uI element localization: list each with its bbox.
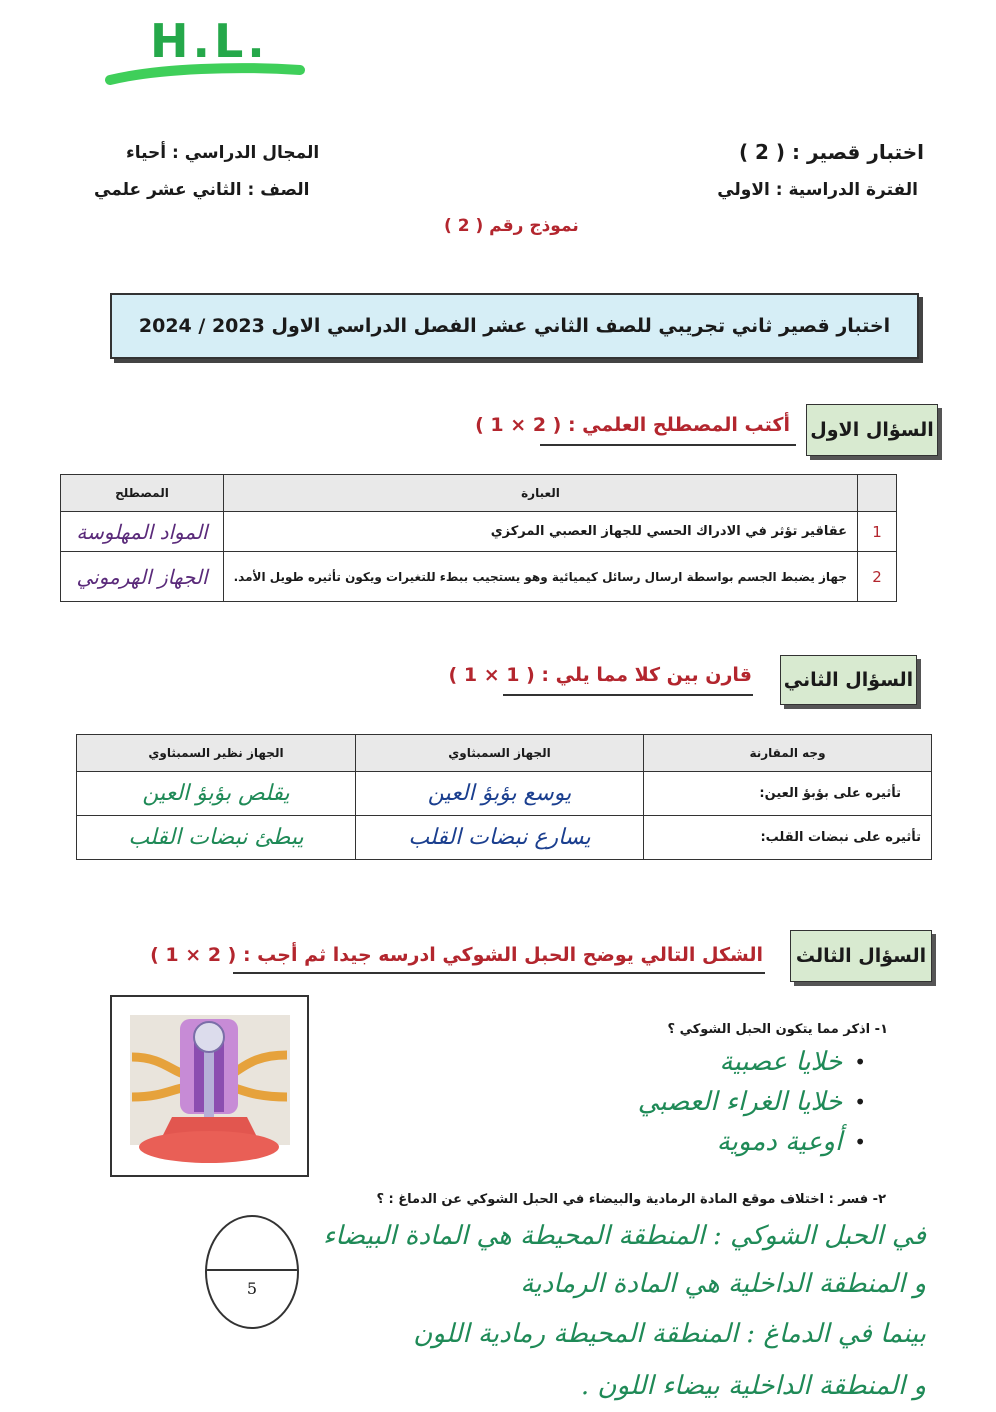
answer-text: أوعية دموية [716,1127,843,1157]
row-number: 1 [858,512,897,552]
q3-subquestion-2: ٢- فسر : اختلاف موقع المادة الرمادية والبيضاء في الحبل الشوكي عن الدماغ : ؟ [376,1192,886,1207]
q1-title-underline [540,444,796,446]
bullet-icon: • [854,1130,866,1154]
score-oval [205,1215,299,1329]
list-item [506,1082,866,1122]
row-number: 2 [858,552,897,602]
banner-title: اختبار قصير ثاني تجريبي للصف الثاني عشر الفصل الدراسي الاول 2023 / 2024 [138,315,891,337]
spinal-cord-figure [110,995,309,1177]
q3-subquestion-1: ١- اذكر مما يتكون الحبل الشوكي ؟ [667,1022,888,1037]
q3-title-underline [233,972,765,974]
answer-line: بينما في الدماغ : المنطقة المحيطة رمادية اللون [413,1319,926,1349]
answer-line: في الحبل الشوكي : المنطقة المحيطة هي المادة البيضاء [323,1221,926,1251]
q3-title: الشكل التالي يوضح الحبل الشوكي ادرسه جيدا ثم أجب : ( 2 × 1 ) [150,944,763,966]
quiz-banner [110,293,919,359]
study-period: الفترة الدراسية : الاولي [717,180,918,200]
q2-col-sympathetic: الجهاز السمبثاوي [356,735,644,772]
q2-table [76,734,932,860]
spinal-cord-illustration [112,997,307,1175]
q2-col-parasympathetic: الجهاز نظير السمبثاوي [77,735,356,772]
score-total: 5 [246,1279,258,1298]
row-aspect: تأثيره على بؤبؤ العين: [644,772,932,816]
row-statement: عقاقير تؤثر في الادراك الحسي للجهاز العصبي المركزي [224,512,858,552]
table-row [61,552,897,602]
list-item [506,1122,866,1162]
model-number: نموذج رقم ( 2 ) [444,216,579,236]
row-sympathetic: يسارع نبضات القلب [356,816,644,860]
row-statement: جهاز يضبط الجسم بواسطة ارسال رسائل كيميائية وهو يستجيب ببطء للتغيرات ويكون تأثيره طويل الأمد. [224,552,858,602]
table-row [61,512,897,552]
q1-label-box [806,404,938,456]
subject-field: المجال الدراسي : أحياء [126,143,320,163]
row-parasympathetic: يقلص بؤبؤ العين [77,772,356,816]
table-row [77,772,932,816]
q1-col-term: المصطلح [61,475,224,512]
score-divider [207,1269,297,1271]
answer-text: خلايا الغراء العصبي [637,1087,843,1117]
row-parasympathetic: يبطئ نبضات القلب [77,816,356,860]
row-answer: الجهاز الهرموني [61,552,224,602]
q2-title-underline [503,694,753,696]
answer-line: و المنطقة الداخلية هي المادة الرمادية [520,1269,926,1299]
table-row [77,816,932,860]
q3-answer-block-2 [323,1212,926,1412]
q3-label: السؤال الثالث [795,945,927,967]
q2-col-aspect: وجه المقارنة [644,735,932,772]
q3-answer-list-1 [506,1042,866,1162]
q2-title: قارن بين كلا مما يلي : ( 1 × 1 ) [448,664,752,686]
logo-handwritten [100,8,310,98]
q1-table [60,474,897,602]
row-aspect: تأثيره على نبضات القلب: [644,816,932,860]
answer-line: و المنطقة الداخلية بيضاء اللون . [580,1371,926,1401]
q1-label: السؤال الاول [810,419,934,441]
grade-field: الصف : الثاني عشر علمي [94,180,310,200]
q2-label-box [780,655,917,705]
q2-label: السؤال الثاني [783,669,914,691]
bullet-icon: • [854,1090,866,1114]
q1-num-header [858,475,897,512]
quiz-number: اختبار قصير : ( 2 ) [738,140,924,164]
list-item [506,1042,866,1082]
answer-text: خلايا عصبية [719,1047,843,1077]
row-answer: المواد المهلوسة [61,512,224,552]
row-sympathetic: يوسع بؤبؤ العين [356,772,644,816]
q1-col-statement: العبارة [224,475,858,512]
logo-text: H.L. [150,14,269,68]
bullet-icon: • [854,1050,866,1074]
q3-label-box [790,930,932,982]
q1-title: أكتب المصطلح العلمي : ( 2 × 1 ) [475,414,790,436]
